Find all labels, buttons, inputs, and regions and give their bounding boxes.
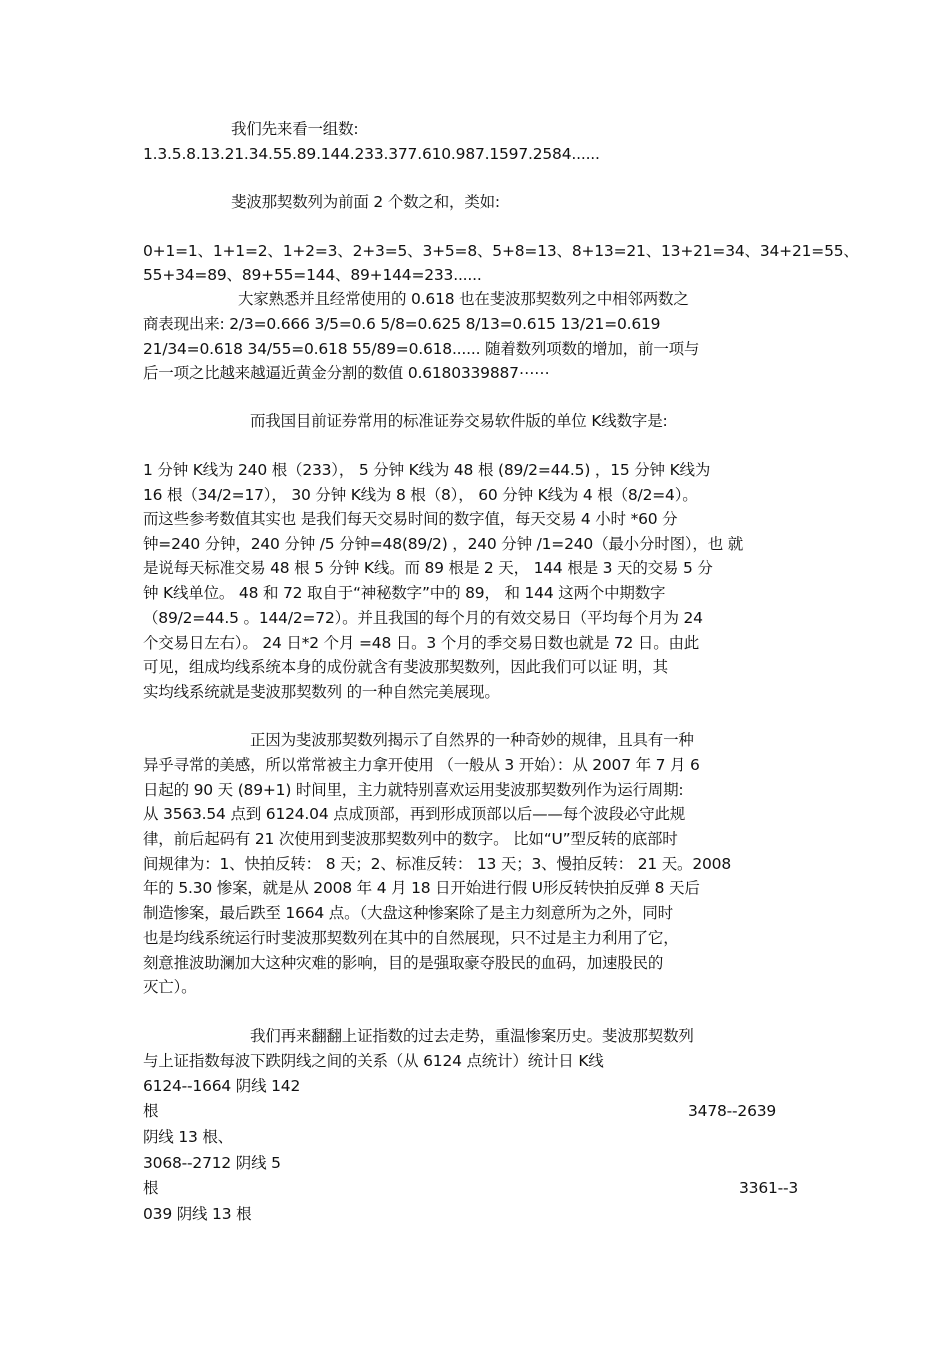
text-line: 钟=240 分钟，240 分钟 /5 分钟=48(89/2) ，240 分钟 /1=240（最小分时图），也 就 [143,535,744,553]
text-line: 我们再来翻翻上证指数的过去走势，重温惨案历史。斐波那契数列 [250,1027,694,1045]
text-line: 根 [143,1102,159,1120]
text-line: 55+34=89、89+55=144、89+144=233...... [143,266,482,284]
text-line: 灭亡）。 [143,978,197,996]
text-line: 0+1=1、1+1=2、1+2=3、2+3=5、3+5=8、5+8=13、8+13=21、13+21=34、34+21=55、 [143,242,859,260]
text-line: 1 分钟 K线为 240 根（233）， 5 分钟 K线为 48 根 (89/2=44.5) ，15 分钟 K线为 [143,461,711,479]
text-line: 斐波那契数列为前面 2 个数之和，类如: [231,193,500,211]
text-line: 商表现出来: 2/3=0.666 3/5=0.6 5/8=0.625 8/13=0.615 13/21=0.619 [143,315,661,333]
text-line: 阴线 13 根、 [143,1128,233,1146]
text-line: 1.3.5.8.13.21.34.55.89.144.233.377.610.987.1597.2584...... [143,145,600,163]
text-line: 我们先来看一组数: [231,120,359,138]
text-line: 3478--2639 [688,1102,777,1120]
text-line: 从 3563.54 点到 6124.04 点成顶部，再到形成顶部以后——每个波段必守此规 [143,805,686,823]
text-line: 钟 K线单位。 48 和 72 取自于“神秘数字”中的 89， 和 144 这两个中期数字 [143,584,666,602]
text-line: 大家熟悉并且经常使用的 0.618 也在斐波那契数列之中相邻两数之 [238,290,689,308]
text-line: 3068--2712 阴线 5 [143,1154,281,1172]
text-line: 也是均线系统运行时斐波那契数列在其中的自然展现，只不过是主力利用了它， [143,929,679,947]
text-line: 039 阴线 13 根 [143,1205,252,1223]
text-line: 而这些参考数值其实也 是我们每天交易时间的数字值，每天交易 4 小时 *60 分 [143,510,678,528]
text-line: 制造惨案，最后跌至 1664 点。（大盘这种惨案除了是主力刻意所为之外，同时 [143,904,673,922]
text-line: 律，前后起码有 21 次使用到斐波那契数列中的数字。 比如“U”型反转的底部时 [143,830,678,848]
text-line: 后一项之比越来越逼近黄金分割的数值 0.6180339887⋯⋯ [143,364,550,382]
text-line: 年的 5.30 惨案，就是从 2008 年 4 月 18 日开始进行假 U形反转快拍反弹 8 天后 [143,879,700,897]
text-line: 刻意推波助澜加大这种灾难的影响，目的是强取豪夺股民的血码，加速股民的 [143,954,664,972]
text-line: （89/2=44.5 。144/2=72）。并且我国的每个月的有效交易日（平均每个月为 24 [143,609,703,627]
text-line: 3361--3 [739,1179,799,1197]
text-line: 16 根（34/2=17）， 30 分钟 K线为 8 根（8）， 60 分钟 K线为 4 根（8/2=4）。 [143,486,698,504]
text-line: 与上证指数每波下跌阴线之间的关系（从 6124 点统计）统计日 K线 [143,1052,604,1070]
text-line: 日起的 90 天 (89+1) 时间里，主力就特别喜欢运用斐波那契数列作为运行周期: [143,781,684,799]
text-line: 间规律为：1、快拍反转： 8 天；2、标准反转： 13 天；3、慢拍反转： 21 天。2008 [143,855,732,873]
text-line: 实均线系统就是斐波那契数列 的一种自然完美展现。 [143,683,500,701]
text-line: 异乎寻常的美感，所以常常被主力拿开使用 （一般从 3 开始）：从 2007 年 7 月 6 [143,756,700,774]
text-line: 根 [143,1179,159,1197]
text-line: 正因为斐波那契数列揭示了自然界的一种奇妙的规律，且具有一种 [250,731,694,749]
text-line: 个交易日左右）。 24 日*2 个月 =48 日。3 个月的季交易日数也就是 72 日。由此 [143,634,700,652]
text-line: 而我国目前证券常用的标准证券交易软件版的单位 K线数字是: [250,412,668,430]
text-line: 6124--1664 阴线 142 [143,1077,301,1095]
text-line: 可见，组成均线系统本身的成份就含有斐波那契数列，因此我们可以证 明，其 [143,658,668,676]
text-line: 是说每天标准交易 48 根 5 分钟 K线。而 89 根是 2 天， 144 根是 3 天的交易 5 分 [143,559,713,577]
text-line: 21/34=0.618 34/55=0.618 55/89=0.618...... 随着数列项数的增加，前一项与 [143,340,700,358]
